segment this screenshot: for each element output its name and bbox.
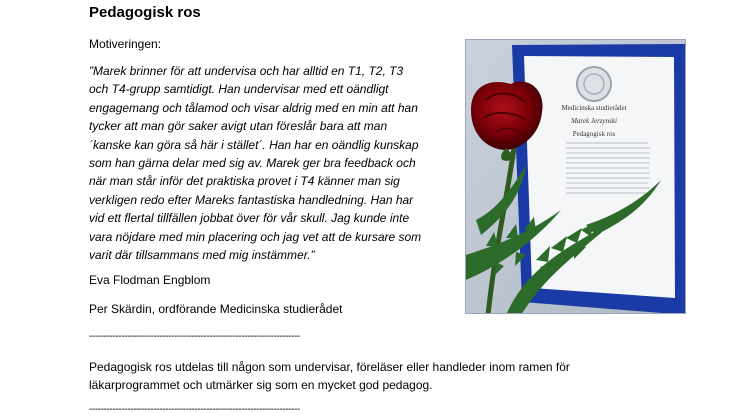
award-description: Pedagogisk ros utdelas till någon som undervisar, föreläser eller handleder inom ramen för läkarprogrammet och utmärker sig som en mycket god pedagog.: [89, 360, 570, 393]
diploma-recipient: Marek Jerzynski: [571, 117, 617, 125]
motivation-quote: [89, 62, 449, 264]
page-title: Pedagogisk ros: [89, 4, 201, 21]
nominator-name: Eva Flodman Engblom: [89, 273, 211, 287]
seal-icon: [577, 67, 611, 101]
quote-line: när man står inför det praktiska provet i T4 känner man sig: [89, 174, 400, 189]
award-photo: [465, 39, 686, 314]
quote-line: tycker att man gör saker avigt utan föreslår bara att man: [89, 119, 388, 134]
quote-line: verkligen redo efter Mareks fantastiska handledning. Han har: [89, 192, 414, 207]
quote-line: vara nöjdare med min placering och jag vet att de kursare som: [89, 229, 422, 244]
quote-line: ”Marek brinner för att undervisa och har alltid en T1, T2, T3: [89, 64, 404, 78]
quote-line: ´kanske kan göra så här i stället´. Han har en oändlig kunskap: [89, 137, 419, 152]
divider: ------------------------------------------------------------------------: [89, 331, 300, 342]
diploma-org: Medicinska studierådet: [561, 104, 627, 112]
quote-line: och T4-grupp samtidigt. Han undervisar med ett oändligt: [89, 82, 389, 97]
quote-line: varit där tillsammans med mig instämmer.”: [89, 248, 315, 263]
quote-line: engagemang och tålamod och visar aldrig med en min att han: [89, 100, 418, 115]
motivation-label: Motiveringen:: [89, 37, 162, 51]
quote-line: vid ett flertal tillfällen jobbat över för vår skull. Jag kunde inte: [89, 211, 410, 226]
quote-line: som han gärna delar med sig av. Marek ger bra feedback och: [89, 156, 416, 171]
diploma-award: Pedagogisk ros: [572, 130, 616, 138]
divider: ------------------------------------------------------------------------: [89, 404, 300, 415]
chair-signature: Per Skärdin, ordförande Medicinska studierådet: [89, 302, 343, 316]
